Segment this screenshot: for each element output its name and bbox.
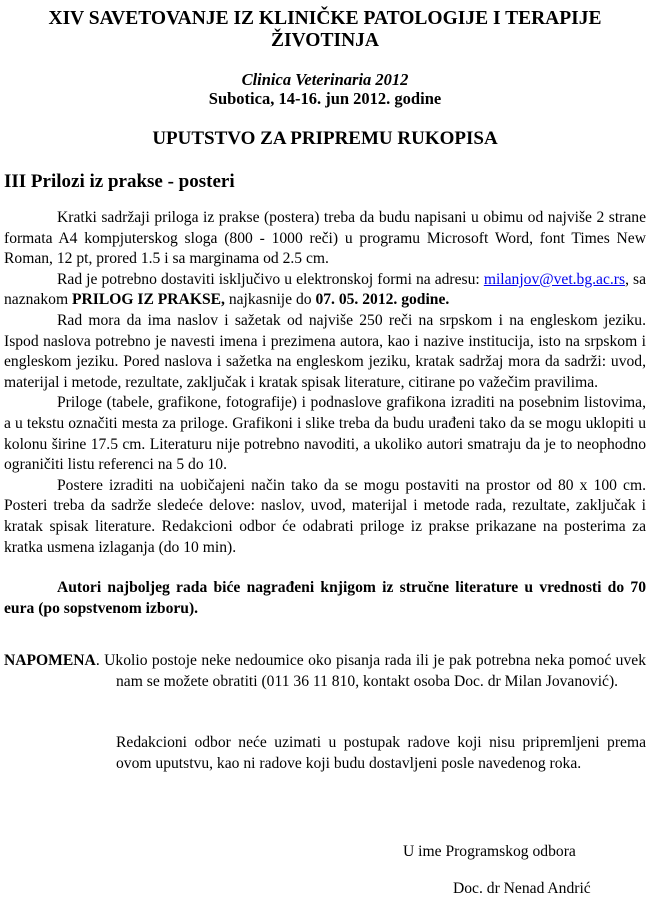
email-link[interactable]: milanjov@vet.bg.ac.rs (483, 270, 626, 288)
document-title: UPUTSTVO ZA PRIPREMU RUKOPISA (152, 128, 498, 149)
paragraph-posters: Postere izraditi na uobičajeni način tako da se mogu postaviti na prostor od 80 x 100 cm. Posteri treba da sadrže sledeće delove: naslov, uvod, materijal i metode rada, rezultate, zaključak i kratak spisak literature. Redakcioni odbor će odabrati priloge iz prakse prikazane na posterima za kratka usmena izlaganja (do 10 min). (4, 476, 646, 556)
paragraph-figures: Priloge (tabele, grafikone, fotografije) i podnaslove grafikona izraditi na posebnim listovima, a u tekstu označiti mesta za priloge. Grafikoni i slike treba da budu urađeni tako da se mogu uklopiti u kolonu širine 17.5 cm. Literaturu nije potrebno navoditi, a ukoliko autori smatraju da je to neophodno ograničiti listu referenci na 5 do 10. (4, 394, 646, 474)
submission-deadline: 07. 05. 2012. godine. (315, 291, 450, 309)
paragraph-abstract: Rad mora da ima naslov i sažetak od najviše 250 reči na srpskom i na engleskom jeziku. Ispod naslova potrebno je navesti imena i prezimena autora, kao i nazive institucija, isto na srpskom i engleskom jeziku. Pored naslova i sažetka na engleskom jeziku, kratak sadržaj mora da sadrži: uvod, materijal i metode, rezultate, zaključak i kratak spisak literature, citirane po važečim pravilima. (4, 311, 646, 391)
paragraph-award: Autori najboljeg rada biće nagrađeni knjigom iz stručne literature u vrednosti do 70 eura (po sopstvenom izboru). (4, 579, 646, 617)
conference-title-line1: XIV SAVETOVANJE IZ KLINIČKE PATOLOGIJE I TERAPIJE (48, 8, 602, 29)
paragraph-format: Kratki sadržaji priloga iz prakse (postera) treba da budu napisani u obimu od najviše 2 strane formata A4 kompjuterskog sloga (800 - 1000 reči) u programu Microsoft Word, font Times New Roman, 12 pt, prored 1.5 i sa marginama od 2.5 cm. (4, 209, 646, 268)
event-place-date: Subotica, 14-16. jun 2012. godine (208, 89, 442, 108)
body-text (4, 208, 646, 619)
paragraph-submission (4, 270, 646, 311)
submission-text-3: najkasnije do (224, 291, 316, 309)
signature-committee: U ime Programskog odbora (403, 843, 576, 860)
submission-label: PRILOG IZ PRAKSE, (71, 291, 225, 309)
note-label-punct: . (95, 652, 100, 669)
event-name: Clinica Veterinaria 2012 (241, 70, 409, 89)
submission-text-2: , sa naznakom (4, 270, 647, 309)
submission-text: Rad je potrebno dostaviti isključivo u elektronskoj formi na adresu: (57, 270, 484, 288)
note-label: NAPOMENA (4, 652, 96, 669)
conference-title-line2: ŽIVOTINJA (271, 30, 379, 51)
note-block (4, 651, 646, 692)
section-title: III Prilozi iz prakse - posteri (4, 171, 235, 192)
note-text: Ukolio postoje neke nedoumice oko pisanja rada ili je pak potrebna neka pomoć uvek nam se možete obratiti (011 36 11 810, kontakt osoba Doc. dr Milan Jovanović). (99, 652, 646, 690)
signature-name: Doc. dr Nenad Andrić (453, 880, 591, 897)
note-text-2: Redakcioni odbor neće uzimati u postupak radove koji nisu pripremljeni prema ovom uputstvu, kao ni radove koji budu dostavljeni posle navedenog roka. (116, 734, 646, 772)
